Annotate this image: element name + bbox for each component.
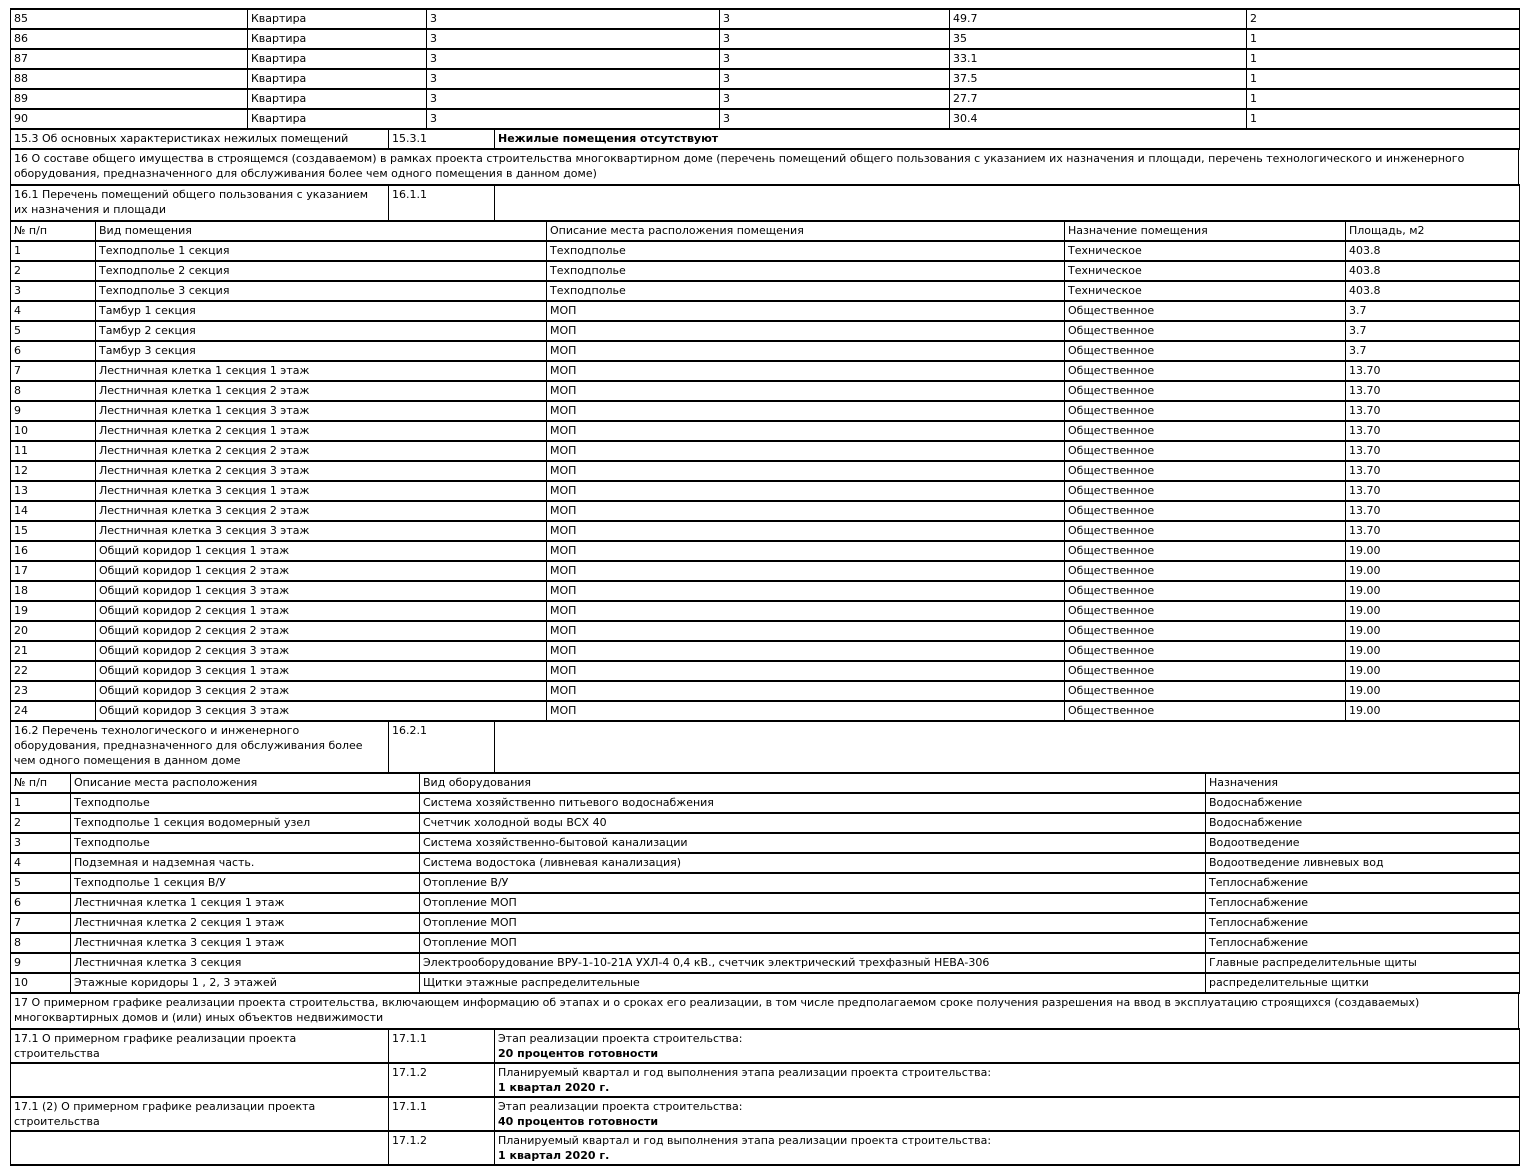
table-row <box>11 261 1520 281</box>
table-cell: Отопление МОП <box>420 893 1206 913</box>
schedule-block-17-1-2 <box>10 1096 1520 1166</box>
table-cell: МОП <box>547 501 1065 521</box>
table-cell: Общественное <box>1065 641 1346 661</box>
table-cell: 13.70 <box>1346 521 1520 541</box>
table-cell: МОП <box>547 581 1065 601</box>
table-row <box>11 853 1520 873</box>
declaration-sheet <box>10 8 1519 1166</box>
table-cell: МОП <box>547 321 1065 341</box>
table-cell: Лестничная клетка 3 секция 1 этаж <box>71 933 420 953</box>
table-cell: Лестничная клетка 2 секция 1 этаж <box>96 421 547 441</box>
table-header-row <box>11 773 1520 793</box>
table-row <box>11 793 1520 813</box>
column-header: Вид оборудования <box>420 773 1206 793</box>
table-cell: Техподполье 1 секция В/У <box>71 873 420 893</box>
table-row <box>11 481 1520 501</box>
table-cell: 49.7 <box>950 9 1247 29</box>
table-cell: 8 <box>11 933 71 953</box>
table-row <box>11 89 1520 109</box>
table-cell: Теплоснабжение <box>1206 893 1520 913</box>
column-header: Вид помещения <box>96 221 547 241</box>
table-cell: 4 <box>11 301 96 321</box>
stage-value: 40 процентов готовности <box>498 1115 659 1128</box>
table-cell: 3 <box>720 9 950 29</box>
row-label: 15.3 Об основных характеристиках нежилых помещений <box>11 129 389 149</box>
table-row <box>11 701 1520 721</box>
table-cell: 13.70 <box>1346 441 1520 461</box>
table-cell: Теплоснабжение <box>1206 913 1520 933</box>
table-cell: Общественное <box>1065 481 1346 501</box>
row-label: 17.1 (2) О примерном графике реализации проекта строительства <box>11 1097 389 1131</box>
table-cell: Лестничная клетка 1 секция 1 этаж <box>71 893 420 913</box>
column-header: № п/п <box>11 773 71 793</box>
section-16-header: 16 О составе общего имущества в строящемся (создаваемом) в рамках проекта строительства многоквартирном доме (перечень помещений общего пользования с указанием их назначения и площади, перечень технологического и инженерного оборудования, предназначенного для обслуживания более чем одного помещения в данном доме) <box>10 148 1519 186</box>
table-cell: 13.70 <box>1346 381 1520 401</box>
table-row <box>11 933 1520 953</box>
row-15-3 <box>10 128 1520 150</box>
table-cell: 19.00 <box>1346 641 1520 661</box>
table-cell: Квартира <box>248 49 427 69</box>
table-cell: 1 <box>1247 49 1520 69</box>
table-cell: Лестничная клетка 3 секция 2 этаж <box>96 501 547 521</box>
table-cell: МОП <box>547 461 1065 481</box>
stage-caption: Этап реализации проекта строительства: <box>498 1032 743 1045</box>
table-row <box>11 661 1520 681</box>
equipment-table <box>10 772 1520 994</box>
table-cell: Общий коридор 3 секция 1 этаж <box>96 661 547 681</box>
table-row <box>11 49 1520 69</box>
table-cell: МОП <box>547 641 1065 661</box>
table-row <box>11 185 1520 221</box>
table-cell: 6 <box>11 893 71 913</box>
table-cell: 2 <box>11 261 96 281</box>
table-cell: Общественное <box>1065 401 1346 421</box>
table-cell: 19 <box>11 601 96 621</box>
table-cell: 19.00 <box>1346 681 1520 701</box>
table-cell: МОП <box>547 541 1065 561</box>
table-cell: 88 <box>11 69 248 89</box>
row-label: 16.2 Перечень технологического и инженерного оборудования, предназначенного для обслуживания более чем одного помещения в данном доме <box>11 721 389 773</box>
table-cell: Лестничная клетка 3 секция <box>71 953 420 973</box>
table-cell: Техподполье <box>71 793 420 813</box>
table-cell: Общественное <box>1065 421 1346 441</box>
table-cell: Техподполье 2 секция <box>96 261 547 281</box>
table-cell: МОП <box>547 361 1065 381</box>
table-cell: Общественное <box>1065 461 1346 481</box>
table-cell: 13.70 <box>1346 481 1520 501</box>
table-cell: Щитки этажные распределительные <box>420 973 1206 993</box>
table-cell: 2 <box>1247 9 1520 29</box>
row-code: 16.2.1 <box>389 721 495 773</box>
row-label: 17.1 О примерном графике реализации проекта строительства <box>11 1029 389 1063</box>
table-row <box>11 973 1520 993</box>
table-row <box>11 721 1520 773</box>
table-cell: 21 <box>11 641 96 661</box>
table-cell: 3.7 <box>1346 301 1520 321</box>
table-row <box>11 321 1520 341</box>
table-row <box>11 341 1520 361</box>
table-cell: МОП <box>547 481 1065 501</box>
table-cell: 1 <box>1247 29 1520 49</box>
table-cell: 19.00 <box>1346 661 1520 681</box>
table-cell: 3 <box>427 49 720 69</box>
table-row <box>11 641 1520 661</box>
table-cell: 13.70 <box>1346 501 1520 521</box>
table-cell: Общественное <box>1065 601 1346 621</box>
table-cell: Теплоснабжение <box>1206 873 1520 893</box>
table-cell: МОП <box>547 421 1065 441</box>
table-cell: Техподполье <box>547 241 1065 261</box>
table-cell: Квартира <box>248 109 427 129</box>
table-cell: 15 <box>11 521 96 541</box>
table-row <box>11 581 1520 601</box>
table-cell: Система хозяйственно питьевого водоснабжения <box>420 793 1206 813</box>
table-cell: Лестничная клетка 1 секция 3 этаж <box>96 401 547 421</box>
table-cell: Общественное <box>1065 441 1346 461</box>
table-cell: Квартира <box>248 29 427 49</box>
stage-caption: Этап реализации проекта строительства: <box>498 1100 743 1113</box>
table-cell: 3 <box>11 281 96 301</box>
table-cell: Система водостока (ливневая канализация) <box>420 853 1206 873</box>
table-cell: 403.8 <box>1346 281 1520 301</box>
table-cell: 7 <box>11 361 96 381</box>
table-cell: Общественное <box>1065 681 1346 701</box>
table-cell: Техподполье 1 секция водомерный узел <box>71 813 420 833</box>
table-cell: 20 <box>11 621 96 641</box>
row-16-2 <box>10 720 1520 774</box>
apartments-table <box>10 8 1520 130</box>
table-row <box>11 601 1520 621</box>
table-cell: 1 <box>1247 109 1520 129</box>
table-cell: 3 <box>720 29 950 49</box>
table-cell: МОП <box>547 301 1065 321</box>
column-header: Назначение помещения <box>1065 221 1346 241</box>
table-cell: 1 <box>1247 89 1520 109</box>
row-value <box>495 721 1520 773</box>
table-cell: Общественное <box>1065 501 1346 521</box>
column-header: Назначения <box>1206 773 1520 793</box>
table-cell: Техническое <box>1065 261 1346 281</box>
table-row <box>11 913 1520 933</box>
table-cell: 3 <box>427 9 720 29</box>
table-cell: МОП <box>547 341 1065 361</box>
table-row <box>11 381 1520 401</box>
table-row <box>11 29 1520 49</box>
table-cell: 3 <box>720 89 950 109</box>
table-cell: Общественное <box>1065 541 1346 561</box>
table-cell: Общественное <box>1065 581 1346 601</box>
table-cell: 13.70 <box>1346 461 1520 481</box>
column-header: Описание места расположения помещения <box>547 221 1065 241</box>
table-cell: 3 <box>427 109 720 129</box>
table-cell: Техническое <box>1065 281 1346 301</box>
table-cell: МОП <box>547 401 1065 421</box>
table-cell: 403.8 <box>1346 261 1520 281</box>
table-cell: 90 <box>11 109 248 129</box>
table-cell: 3 <box>427 29 720 49</box>
table-cell: 89 <box>11 89 248 109</box>
table-cell: 3 <box>427 89 720 109</box>
table-cell: Техническое <box>1065 241 1346 261</box>
table-cell: Техподполье 3 секция <box>96 281 547 301</box>
table-row <box>11 421 1520 441</box>
table-cell: 1 <box>1247 69 1520 89</box>
table-cell: 3.7 <box>1346 321 1520 341</box>
table-cell: 10 <box>11 421 96 441</box>
table-cell: Тамбур 3 секция <box>96 341 547 361</box>
table-cell: Лестничная клетка 1 секция 2 этаж <box>96 381 547 401</box>
table-cell: 19.00 <box>1346 621 1520 641</box>
table-cell: 33.1 <box>950 49 1247 69</box>
table-cell: Техподполье 1 секция <box>96 241 547 261</box>
section-17-header: 17 О примерном графике реализации проекта строительства, включающем информацию об этапах и о сроках его реализации, в том числе предполагаемом сроке получения разрешения на ввод в эксплуатацию строящихся (создаваемых) многоквартирных домов и (или) иных объектов недвижимости <box>10 992 1519 1030</box>
table-cell: 87 <box>11 49 248 69</box>
row-code: 17.1.2 <box>389 1063 495 1097</box>
table-cell: 14 <box>11 501 96 521</box>
table-row <box>11 1063 1520 1097</box>
table-cell: Общественное <box>1065 621 1346 641</box>
table-cell: Отопление В/У <box>420 873 1206 893</box>
table-cell: Отопление МОП <box>420 913 1206 933</box>
table-row <box>11 541 1520 561</box>
table-row <box>11 301 1520 321</box>
table-cell: 23 <box>11 681 96 701</box>
row-code: 17.1.1 <box>389 1097 495 1131</box>
row-label: 16.1 Перечень помещений общего пользования с указанием их назначения и площади <box>11 185 389 221</box>
table-cell: 37.5 <box>950 69 1247 89</box>
table-row <box>11 281 1520 301</box>
table-cell: 9 <box>11 953 71 973</box>
table-cell: Квартира <box>248 9 427 29</box>
column-header: Описание места расположения <box>71 773 420 793</box>
table-cell: Общественное <box>1065 361 1346 381</box>
table-cell: Общественное <box>1065 321 1346 341</box>
table-row <box>11 441 1520 461</box>
table-cell: 22 <box>11 661 96 681</box>
stage-value: 1 квартал 2020 г. <box>498 1149 610 1162</box>
table-cell: МОП <box>547 381 1065 401</box>
table-cell: Лестничная клетка 2 секция 2 этаж <box>96 441 547 461</box>
table-cell: Общественное <box>1065 341 1346 361</box>
table-cell: 18 <box>11 581 96 601</box>
row-value <box>495 185 1520 221</box>
table-cell: 9 <box>11 401 96 421</box>
table-cell: 19.00 <box>1346 601 1520 621</box>
table-cell: МОП <box>547 681 1065 701</box>
table-cell: 5 <box>11 321 96 341</box>
table-cell: Квартира <box>248 89 427 109</box>
table-cell: МОП <box>547 521 1065 541</box>
table-cell: 13 <box>11 481 96 501</box>
table-row <box>11 109 1520 129</box>
row-value <box>495 1131 1520 1165</box>
table-cell: Водоснабжение <box>1206 793 1520 813</box>
row-value <box>495 1029 1520 1063</box>
table-cell: Система хозяйственно-бытовой канализации <box>420 833 1206 853</box>
table-row <box>11 1131 1520 1165</box>
column-header: Площадь, м2 <box>1346 221 1520 241</box>
table-cell: Счетчик холодной воды ВСХ 40 <box>420 813 1206 833</box>
table-row <box>11 561 1520 581</box>
row-value <box>495 1063 1520 1097</box>
stage-caption: Планируемый квартал и год выполнения этапа реализации проекта строительства: <box>498 1066 992 1079</box>
row-code: 15.3.1 <box>389 129 495 149</box>
row-label <box>11 1063 389 1097</box>
table-cell: распределительные щитки <box>1206 973 1520 993</box>
row-code: 17.1.1 <box>389 1029 495 1063</box>
table-cell: Общественное <box>1065 701 1346 721</box>
table-cell: 30.4 <box>950 109 1247 129</box>
table-row <box>11 129 1520 149</box>
common-rooms-table <box>10 220 1520 722</box>
table-row <box>11 69 1520 89</box>
table-cell: Квартира <box>248 69 427 89</box>
table-cell: Техподполье <box>71 833 420 853</box>
table-cell: 19.00 <box>1346 581 1520 601</box>
table-cell: 10 <box>11 973 71 993</box>
table-cell: 27.7 <box>950 89 1247 109</box>
stage-value: 1 квартал 2020 г. <box>498 1081 610 1094</box>
table-cell: 3 <box>720 49 950 69</box>
table-row <box>11 361 1520 381</box>
table-row <box>11 501 1520 521</box>
table-cell: Общий коридор 3 секция 3 этаж <box>96 701 547 721</box>
table-cell: Общественное <box>1065 661 1346 681</box>
table-row <box>11 833 1520 853</box>
row-code: 17.1.2 <box>389 1131 495 1165</box>
table-row <box>11 621 1520 641</box>
table-cell: МОП <box>547 701 1065 721</box>
stage-value: 20 процентов готовности <box>498 1047 659 1060</box>
table-cell: Этажные коридоры 1 , 2, 3 этажей <box>71 973 420 993</box>
table-cell: 17 <box>11 561 96 581</box>
table-cell: Общественное <box>1065 301 1346 321</box>
table-cell: Общий коридор 2 секция 2 этаж <box>96 621 547 641</box>
table-cell: Общий коридор 1 секция 1 этаж <box>96 541 547 561</box>
table-cell: 3 <box>427 69 720 89</box>
table-cell: Теплоснабжение <box>1206 933 1520 953</box>
table-row <box>11 953 1520 973</box>
table-cell: Водоотведение ливневых вод <box>1206 853 1520 873</box>
table-row <box>11 521 1520 541</box>
table-cell: Лестничная клетка 2 секция 3 этаж <box>96 461 547 481</box>
table-cell: 3 <box>11 833 71 853</box>
table-cell: 16 <box>11 541 96 561</box>
table-row <box>11 681 1520 701</box>
table-cell: 85 <box>11 9 248 29</box>
row-label <box>11 1131 389 1165</box>
table-cell: Общественное <box>1065 561 1346 581</box>
row-code: 16.1.1 <box>389 185 495 221</box>
table-cell: 7 <box>11 913 71 933</box>
row-16-1 <box>10 184 1520 222</box>
table-cell: 11 <box>11 441 96 461</box>
table-row <box>11 241 1520 261</box>
table-cell: 4 <box>11 853 71 873</box>
table-cell: Лестничная клетка 3 секция 3 этаж <box>96 521 547 541</box>
schedule-block-17-1 <box>10 1028 1520 1098</box>
table-cell: МОП <box>547 621 1065 641</box>
table-row <box>11 461 1520 481</box>
table-cell: МОП <box>547 561 1065 581</box>
table-row <box>11 1097 1520 1131</box>
table-cell: Водоснабжение <box>1206 813 1520 833</box>
table-cell: 35 <box>950 29 1247 49</box>
table-cell: Главные распределительные щиты <box>1206 953 1520 973</box>
table-cell: 13.70 <box>1346 401 1520 421</box>
row-value <box>495 1097 1520 1131</box>
table-cell: МОП <box>547 601 1065 621</box>
table-cell: 19.00 <box>1346 541 1520 561</box>
table-row <box>11 893 1520 913</box>
table-cell: Общественное <box>1065 521 1346 541</box>
table-cell: 19.00 <box>1346 701 1520 721</box>
table-cell: Общий коридор 2 секция 3 этаж <box>96 641 547 661</box>
table-cell: Лестничная клетка 1 секция 1 этаж <box>96 361 547 381</box>
table-cell: Техподполье <box>547 281 1065 301</box>
table-row <box>11 401 1520 421</box>
table-cell: Техподполье <box>547 261 1065 281</box>
table-cell: Тамбур 1 секция <box>96 301 547 321</box>
table-cell: 86 <box>11 29 248 49</box>
table-cell: Отопление МОП <box>420 933 1206 953</box>
table-cell: Лестничная клетка 2 секция 1 этаж <box>71 913 420 933</box>
table-header-row <box>11 221 1520 241</box>
table-cell: 3.7 <box>1346 341 1520 361</box>
table-cell: Подземная и надземная часть. <box>71 853 420 873</box>
row-value: Нежилые помещения отсутствуют <box>495 129 1520 149</box>
table-cell: 3 <box>720 69 950 89</box>
table-cell: Общий коридор 1 секция 3 этаж <box>96 581 547 601</box>
table-cell: Общий коридор 3 секция 2 этаж <box>96 681 547 701</box>
table-cell: 8 <box>11 381 96 401</box>
table-cell: Общий коридор 2 секция 1 этаж <box>96 601 547 621</box>
table-cell: 1 <box>11 241 96 261</box>
stage-caption: Планируемый квартал и год выполнения этапа реализации проекта строительства: <box>498 1134 992 1147</box>
table-cell: 1 <box>11 793 71 813</box>
table-cell: МОП <box>547 441 1065 461</box>
table-row <box>11 813 1520 833</box>
table-cell: 6 <box>11 341 96 361</box>
table-row <box>11 9 1520 29</box>
table-cell: 19.00 <box>1346 561 1520 581</box>
table-cell: Общественное <box>1065 381 1346 401</box>
table-cell: Водоотведение <box>1206 833 1520 853</box>
table-cell: Электрооборудование ВРУ-1-10-21А УХЛ-4 0,4 кВ., счетчик электрический трехфазный НЕВА-306 <box>420 953 1206 973</box>
table-cell: Тамбур 2 секция <box>96 321 547 341</box>
table-cell: 3 <box>720 109 950 129</box>
table-cell: 13.70 <box>1346 361 1520 381</box>
table-row <box>11 873 1520 893</box>
table-cell: 13.70 <box>1346 421 1520 441</box>
column-header: № п/п <box>11 221 96 241</box>
table-cell: 12 <box>11 461 96 481</box>
table-cell: 24 <box>11 701 96 721</box>
table-cell: Лестничная клетка 3 секция 1 этаж <box>96 481 547 501</box>
table-cell: 403.8 <box>1346 241 1520 261</box>
table-cell: 2 <box>11 813 71 833</box>
table-cell: Общий коридор 1 секция 2 этаж <box>96 561 547 581</box>
table-cell: 5 <box>11 873 71 893</box>
table-row <box>11 1029 1520 1063</box>
table-cell: МОП <box>547 661 1065 681</box>
